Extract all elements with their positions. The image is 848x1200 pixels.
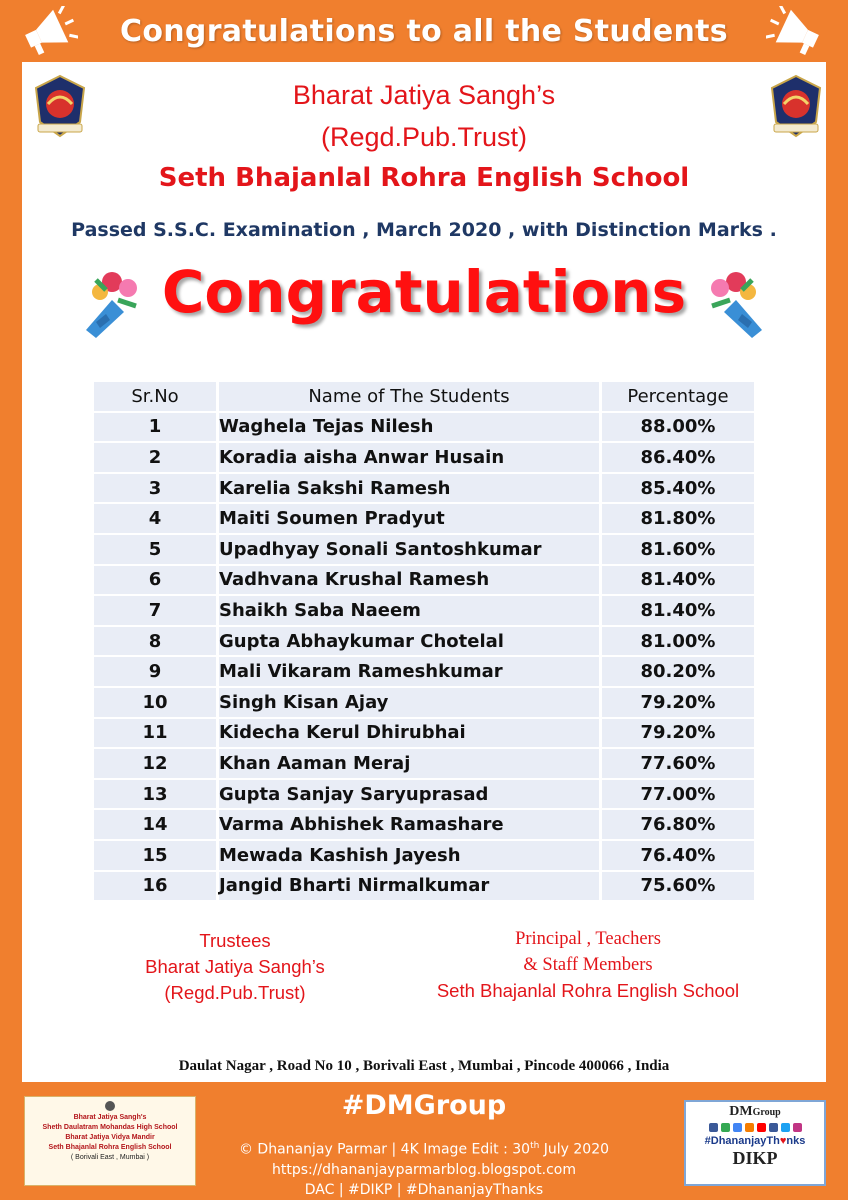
percentage-cell: 81.40%: [599, 566, 754, 595]
student-name-cell: Gupta Abhaykumar Chotelal: [216, 627, 599, 656]
school-address: Daulat Nagar , Road No 10 , Borivali East , Mumbai , Pincode 400066 , India: [178, 1058, 670, 1074]
social-media-icons: [686, 1123, 824, 1132]
sr-no-cell: 11: [94, 719, 216, 748]
trustees-line: Trustees: [199, 930, 271, 951]
sr-no-cell: 4: [94, 504, 216, 533]
congratulations-heading: Congratulations: [161, 258, 687, 326]
badge-line: Sheth Daulatram Mohandas High School: [42, 1124, 178, 1131]
sr-no-cell: 9: [94, 657, 216, 686]
sr-no-cell: 6: [94, 566, 216, 595]
org-registration: (Regd.Pub.Trust): [320, 122, 528, 152]
megaphone-icon: [18, 6, 78, 58]
sr-no-cell: 8: [94, 627, 216, 656]
blogger-icon: [745, 1123, 754, 1132]
facebook-f-icon: [769, 1123, 778, 1132]
badge-line: Bharat Jatiya Vidya Mandir: [65, 1134, 155, 1141]
footer-hashtag: #DMGroup: [341, 1090, 507, 1121]
table-row: [94, 443, 754, 472]
sr-no-cell: 5: [94, 535, 216, 564]
student-name-cell: Upadhyay Sonali Santoshkumar: [216, 535, 599, 564]
student-name-cell: Shaikh Saba Naeem: [216, 596, 599, 625]
trustees-line: (Regd.Pub.Trust): [164, 982, 306, 1003]
percentage-cell: 79.20%: [599, 719, 754, 748]
megaphone-icon: [766, 6, 826, 58]
header-sr-no: Sr.No: [94, 382, 216, 411]
student-name-cell: Khan Aaman Meraj: [216, 749, 599, 778]
hash-pre: #DhananjayTh: [704, 1135, 780, 1147]
percentage-cell: 86.40%: [599, 443, 754, 472]
bouquet-icon: [698, 260, 782, 340]
org-name: Bharat Jatiya Sangh’s: [292, 80, 556, 110]
staff-line: Seth Bhajanlal Rohra English School: [436, 980, 740, 1001]
credit-text: © Dhananjay Parmar | 4K Image Edit : 30: [238, 1141, 531, 1158]
exam-line: Passed S.S.C. Examination , March 2020 , with Distinction Marks .: [71, 219, 777, 241]
dhananjay-thanks-tag: [686, 1135, 824, 1147]
dm-group-brand: [686, 1104, 824, 1120]
table-row: [94, 841, 754, 870]
content-panel: [22, 62, 826, 1082]
percentage-cell: 75.60%: [599, 872, 754, 901]
percentage-cell: 77.00%: [599, 780, 754, 809]
table-row: [94, 657, 754, 686]
brand-group: Group: [752, 1107, 781, 1118]
student-name-cell: Koradia aisha Anwar Husain: [216, 443, 599, 472]
badge-line: Seth Bhajanlal Rohra English School: [48, 1144, 172, 1151]
table-row: [94, 688, 754, 717]
credit-date: July 2020: [539, 1141, 610, 1158]
trustees-signoff: [110, 928, 360, 1006]
youtube-icon: [757, 1123, 766, 1132]
student-name-cell: Singh Kisan Ajay: [216, 688, 599, 717]
sr-no-cell: 16: [94, 872, 216, 901]
percentage-cell: 81.00%: [599, 627, 754, 656]
table-row: [94, 810, 754, 839]
dikp-label: DIKP: [732, 1148, 778, 1168]
twitter-icon: [781, 1123, 790, 1132]
table-row: [94, 535, 754, 564]
students-table: [94, 380, 754, 902]
table-row: [94, 719, 754, 748]
sr-no-cell: 13: [94, 780, 216, 809]
instagram-icon: [793, 1123, 802, 1132]
student-name-cell: Mali Vikaram Rameshkumar: [216, 657, 599, 686]
trustees-line: Bharat Jatiya Sangh’s: [145, 956, 325, 977]
google-icon: [733, 1123, 742, 1132]
badge-line: ( Borivali East , Mumbai ): [70, 1154, 150, 1161]
sr-no-cell: 2: [94, 443, 216, 472]
staff-signoff: [382, 926, 794, 1004]
student-name-cell: Karelia Sakshi Ramesh: [216, 474, 599, 503]
table-row: [94, 872, 754, 901]
student-name-cell: Waghela Tejas Nilesh: [216, 413, 599, 442]
sr-no-cell: 15: [94, 841, 216, 870]
student-name-cell: Varma Abhishek Ramashare: [216, 810, 599, 839]
percentage-cell: 81.80%: [599, 504, 754, 533]
student-name-cell: Maiti Soumen Pradyut: [216, 504, 599, 533]
percentage-cell: 79.20%: [599, 688, 754, 717]
sr-no-cell: 12: [94, 749, 216, 778]
brand-dm: DM: [729, 1104, 753, 1119]
staff-line: Principal , Teachers: [515, 929, 661, 949]
percentage-cell: 88.00%: [599, 413, 754, 442]
student-name-cell: Vadhvana Krushal Ramesh: [216, 566, 599, 595]
hangouts-icon: [721, 1123, 730, 1132]
sr-no-cell: 1: [94, 413, 216, 442]
banner-title: Congratulations to all the Students: [120, 13, 728, 49]
table-header-row: [94, 382, 754, 411]
facebook-icon: [709, 1123, 718, 1132]
student-name-cell: Gupta Sanjay Saryuprasad: [216, 780, 599, 809]
percentage-cell: 76.40%: [599, 841, 754, 870]
dm-group-badge: [684, 1100, 826, 1186]
table-row: [94, 596, 754, 625]
badge-line: Bharat Jatiya Sangh's: [73, 1114, 147, 1121]
table-row: [94, 504, 754, 533]
hash-post: nks: [786, 1135, 806, 1147]
table-row: [94, 780, 754, 809]
table-row: [94, 413, 754, 442]
header-percentage: Percentage: [599, 382, 754, 411]
table-row: [94, 749, 754, 778]
student-name-cell: Jangid Bharti Nirmalkumar: [216, 872, 599, 901]
table-row: [94, 627, 754, 656]
blog-url-link[interactable]: https://dhananjayparmarblog.blogspot.com: [271, 1161, 577, 1178]
percentage-cell: 77.60%: [599, 749, 754, 778]
percentage-cell: 76.80%: [599, 810, 754, 839]
table-row: [94, 566, 754, 595]
students-table-body: [94, 413, 754, 901]
top-banner: [0, 0, 848, 62]
percentage-cell: 81.60%: [599, 535, 754, 564]
student-name-cell: Kidecha Kerul Dhirubhai: [216, 719, 599, 748]
percentage-cell: 81.40%: [599, 596, 754, 625]
credit-sup: th: [530, 1141, 540, 1151]
sr-no-cell: 7: [94, 596, 216, 625]
header-student-name: Name of The Students: [216, 382, 599, 411]
table-row: [94, 474, 754, 503]
student-name-cell: Mewada Kashish Jayesh: [216, 841, 599, 870]
staff-line: & Staff Members: [523, 955, 653, 975]
tags-line: DAC | #DIKP | #DhananjayThanks: [304, 1181, 544, 1198]
school-name: Seth Bhajanlal Rohra English School: [158, 163, 690, 193]
heart-icon: ♥: [779, 1135, 787, 1147]
sr-no-cell: 3: [94, 474, 216, 503]
percentage-cell: 80.20%: [599, 657, 754, 686]
sr-no-cell: 14: [94, 810, 216, 839]
sr-no-cell: 10: [94, 688, 216, 717]
percentage-cell: 85.40%: [599, 474, 754, 503]
